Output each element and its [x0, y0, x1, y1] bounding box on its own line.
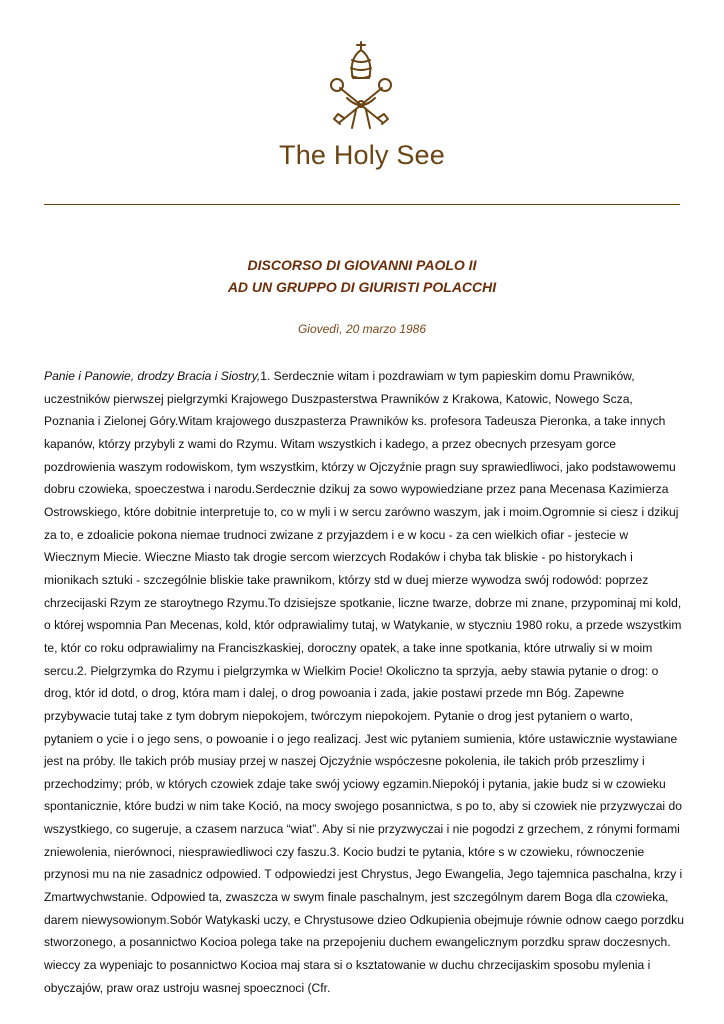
site-title[interactable]: The Holy See	[279, 140, 445, 170]
salutation: Panie i Panowie, drodzy Bracia i Siostry,	[44, 369, 261, 383]
document-title-line-2: AD UN GRUPPO DI GIURISTI POLACCHI	[227, 279, 497, 295]
page-header	[0, 0, 724, 210]
document-body	[44, 365, 684, 999]
header-divider	[44, 204, 680, 205]
papal-keys-tiara-icon	[322, 40, 400, 132]
document-date: Giovedì, 20 marzo 1986	[297, 322, 427, 336]
body-text: 1. Serdecznie witam i pozdrawiam w tym papieskim domu Prawników, uczestników pierwszej pielgrzymki Krajowego Duszpasterstwa Prawników z Krakowa, Katowic, Nowego Scza, Poznania i Zielonej Góry.Witam krajowego duszpasterza Prawników ks. profesora Tadeusza Pieronka, a take innych kapanów, którzy przybyli z wami do Rzymu. Witam wszystkich i kadego, a przez obecnych przesyam gorce pozdrowienia waszym rodowiskom, tym wszystkim, którzy w Ojczyźnie pragn suy sprawiedliwoci, jako podstawowemu dobru czowieka, spoeczestwa i narodu.Serdecznie dzikuj za sowo wypowiedziane przez pana Mecenasa Kazimierza Ostrowskiego, które dobitnie interpretuje to, co w myli i w sercu zarówno waszym, jak i moim.Ogromnie si ciesz i dzikuj za to, e zdoalicie pokona niemae trudnoci zwizane z przyjazdem i e w kocu - za cen wielkich ofiar - jestecie w Wiecznym Miecie. Wieczne Miasto tak drogie sercom wierzcych Rodaków i chyba tak bliskie - po historykach i mionikach sztuki - szczególnie bliskie take prawnikom, którzy std w duej mierze wywodza swój rodowód: poprzez chrzecijaski Rzym ze staroytnego Rzymu.To dzisiejsze spotkanie, liczne twarze, dobrze mi znane, przypominaj mi kold, o której wspomnia Pan Mecenas, kold, któr odprawialimy tutaj, w Watykanie, w styczniu 1980 roku, a przede wszystkim te, któr co roku odprawialimy na Franciszkaskiej, doroczny opatek, a take inne spotkania, które utrwaliy si w moim sercu.2. Pielgrzymka do Rzymu i pielgrzymka w Wielkim Pocie! Okoliczno ta sprzyja, aeby stawia pytanie o drog: o drog, któr id dotd, o drog, która mam i dalej, o drog powoania i zada, jakie postawi przede mn Bóg. Zapewne przybywacie tutaj take z tym dobrym niepokojem, twórczym niepokojem. Pytanie o drog jest pytaniem o warto, pytaniem o ycie i o jego sens, o powoanie i o jego realizacj. Jest wic pytaniem sumienia, które ustawicznie wystawiane jest na próby. Ile takich prób musiay przej w naszej Ojczyźnie wspóczesne pokolenia, ile takich prób przeszlimy i przechodzimy; prób, w których czowiek zdaje take swój yciowy egzamin.Niepokój i pytania, jakie budz si w czowieku spontanicznie, które budzi w nim take Koció, na mocy swojego posannictwa, s po to, aby si czowiek nie przyzwyczai do wszystkiego, co sugeruje, a czasem narzuca “wiat”. Aby si nie przyzwyczai i nie pogodzi z grzechem, z rónymi formami zniewolenia, nierównoci, niesprawiedliwoci czy faszu.3. Kocio budzi te pytania, które s w czowieku, równoczenie przynosi mu na nie zasadnicz odpowied. T odpowiedzi jest Chrystus, Jego Ewangelia, Jego tajemnica paschalna, krzy i Zmartwychwstanie. Odpowied ta, zwaszcza w swym finale paschalnym, jest szczególnym darem Boga dla czowieka, darem niewysowionym.Sobór Watykaski uczy, e Chrystusowe dzieo Odkupienia obejmuje równie odnow caego porzdku stworzonego, a posannictwo Kocioa polega take na przepojeniu duchem ewangelicznym porzdku spraw doczesnych. wieccy za wypeniajc to posannictwo Kocioa maj stara si o ksztatowanie w duchu chrzecijaskim sposobu mylenia i obyczajów, praw oraz ustroju wasnej spoecznoci (Cfr.	[44, 369, 684, 995]
document-title	[0, 254, 724, 298]
document-title-line-1: DISCORSO DI GIOVANNI PAOLO II	[247, 257, 477, 273]
